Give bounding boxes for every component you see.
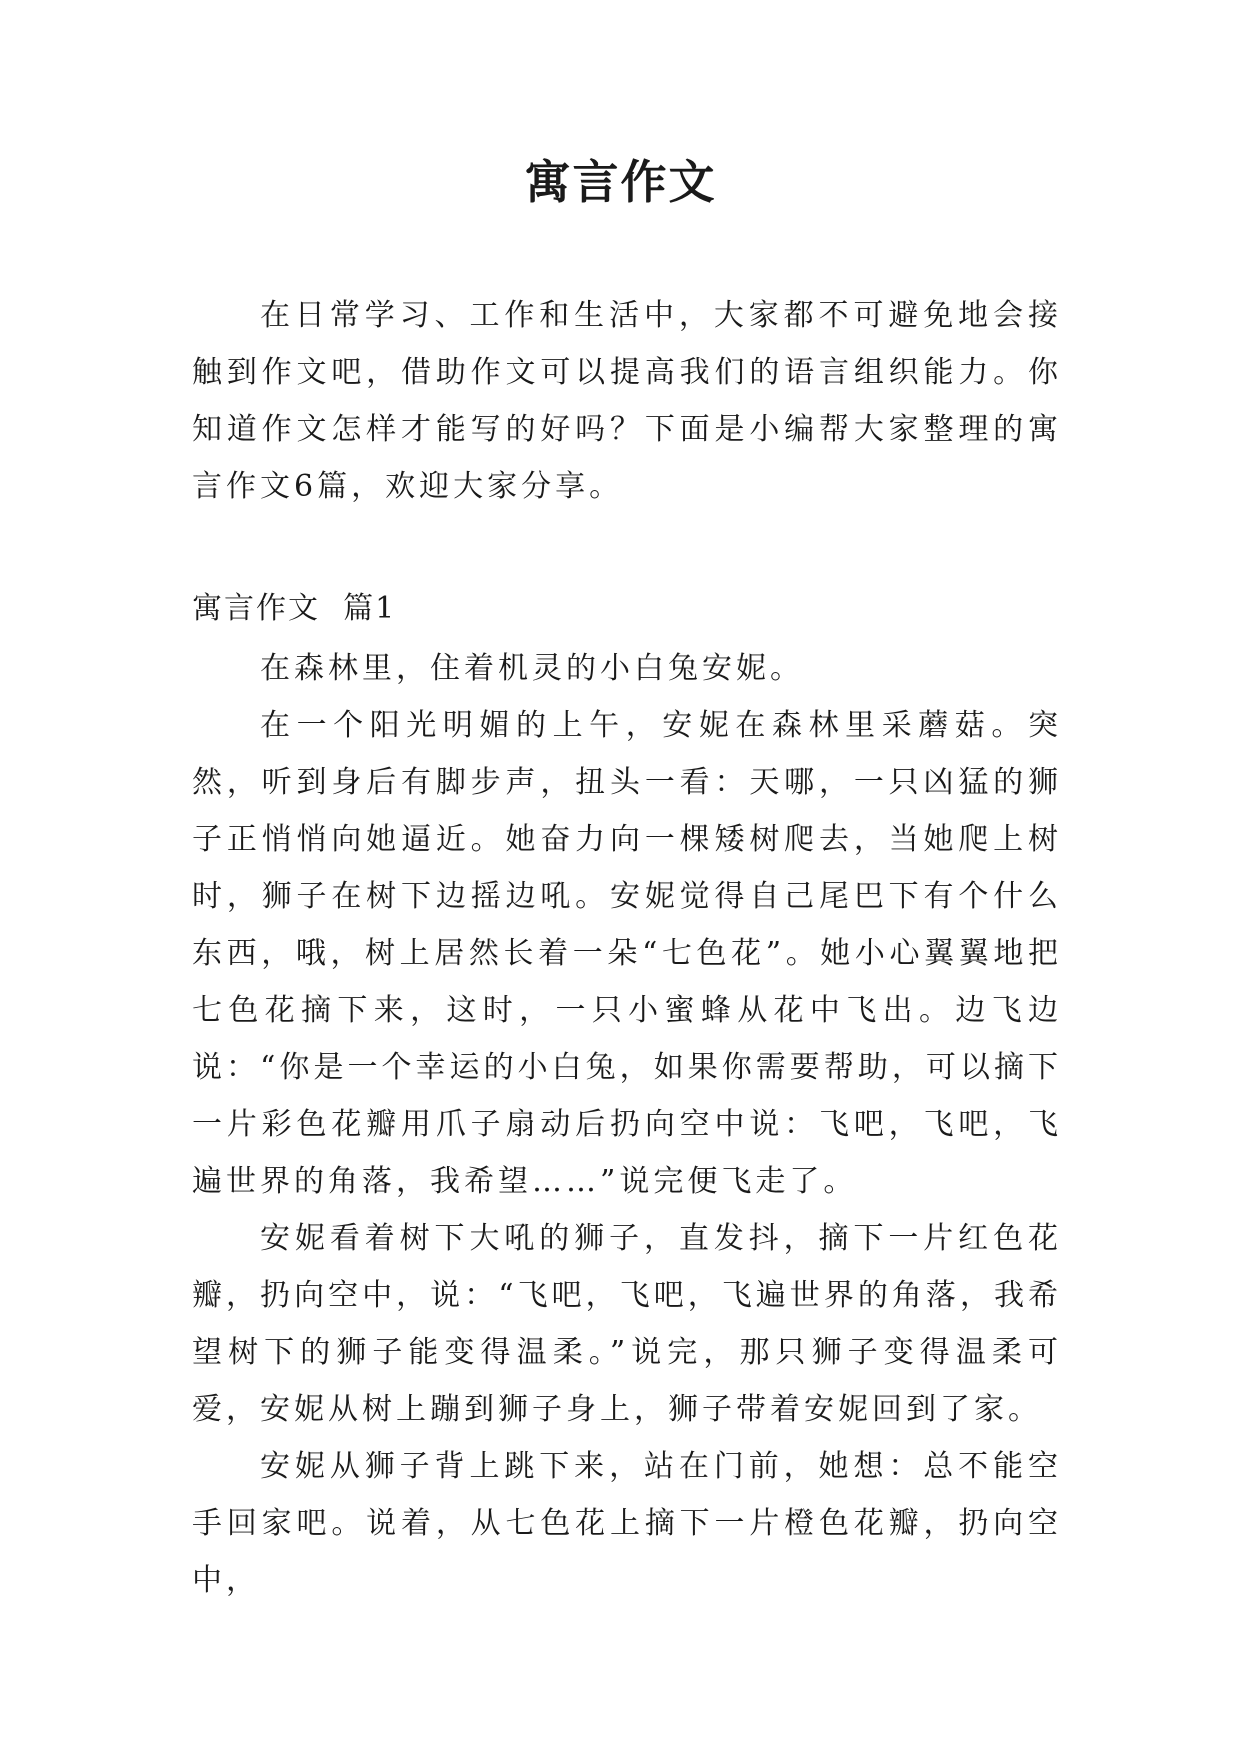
story-paragraph: 安妮看着树下大吼的狮子，直发抖，摘下一片红色花瓣，扔向空中，说：“飞吧，飞吧，飞遍世界的角落，我希望树下的狮子能变得温柔。”说完，那只狮子变得温柔可爱，安妮从树上蹦到狮子身上，狮子带着安妮回到了家。 [192,1221,1062,1427]
intro-block [192,287,1062,515]
story-paragraph: 在森林里，住着机灵的小白兔安妮。 [260,651,804,686]
story-paragraph: 安妮从狮子背上跳下来，站在门前，她想：总不能空手回家吧。说着，从七色花上摘下一片橙色花瓣，扔向空中， [192,1449,1062,1598]
section-body [192,640,1062,1609]
intro-paragraph: 在日常学习、工作和生活中，大家都不可避免地会接触到作文吧，借助作文可以提高我们的语言组织能力。你知道作文怎样才能写的好吗？下面是小编帮大家整理的寓言作文6篇，欢迎大家分享。 [192,298,1062,504]
document-title: 寓言作文 [524,155,717,209]
section-heading: 寓言作文 篇1 [192,591,397,626]
story-paragraph: 在一个阳光明媚的上午，安妮在森林里采蘑菇。突然，听到身后有脚步声，扭头一看：天哪，一只凶猛的狮子正悄悄向她逼近。她奋力向一棵矮树爬去，当她爬上树时，狮子在树下边摇边吼。安妮觉得自己尾巴下有个什么东西，哦，树上居然长着一朵“七色花”。她小心翼翼地把七色花摘下来，这时，一只小蜜蜂从花中飞出。边飞边说：“你是一个幸运的小白兔，如果你需要帮助，可以摘下一片彩色花瓣用爪子扇动后扔向空中说：飞吧，飞吧，飞遍世界的角落，我希望……”说完便飞走了。 [192,708,1062,1199]
